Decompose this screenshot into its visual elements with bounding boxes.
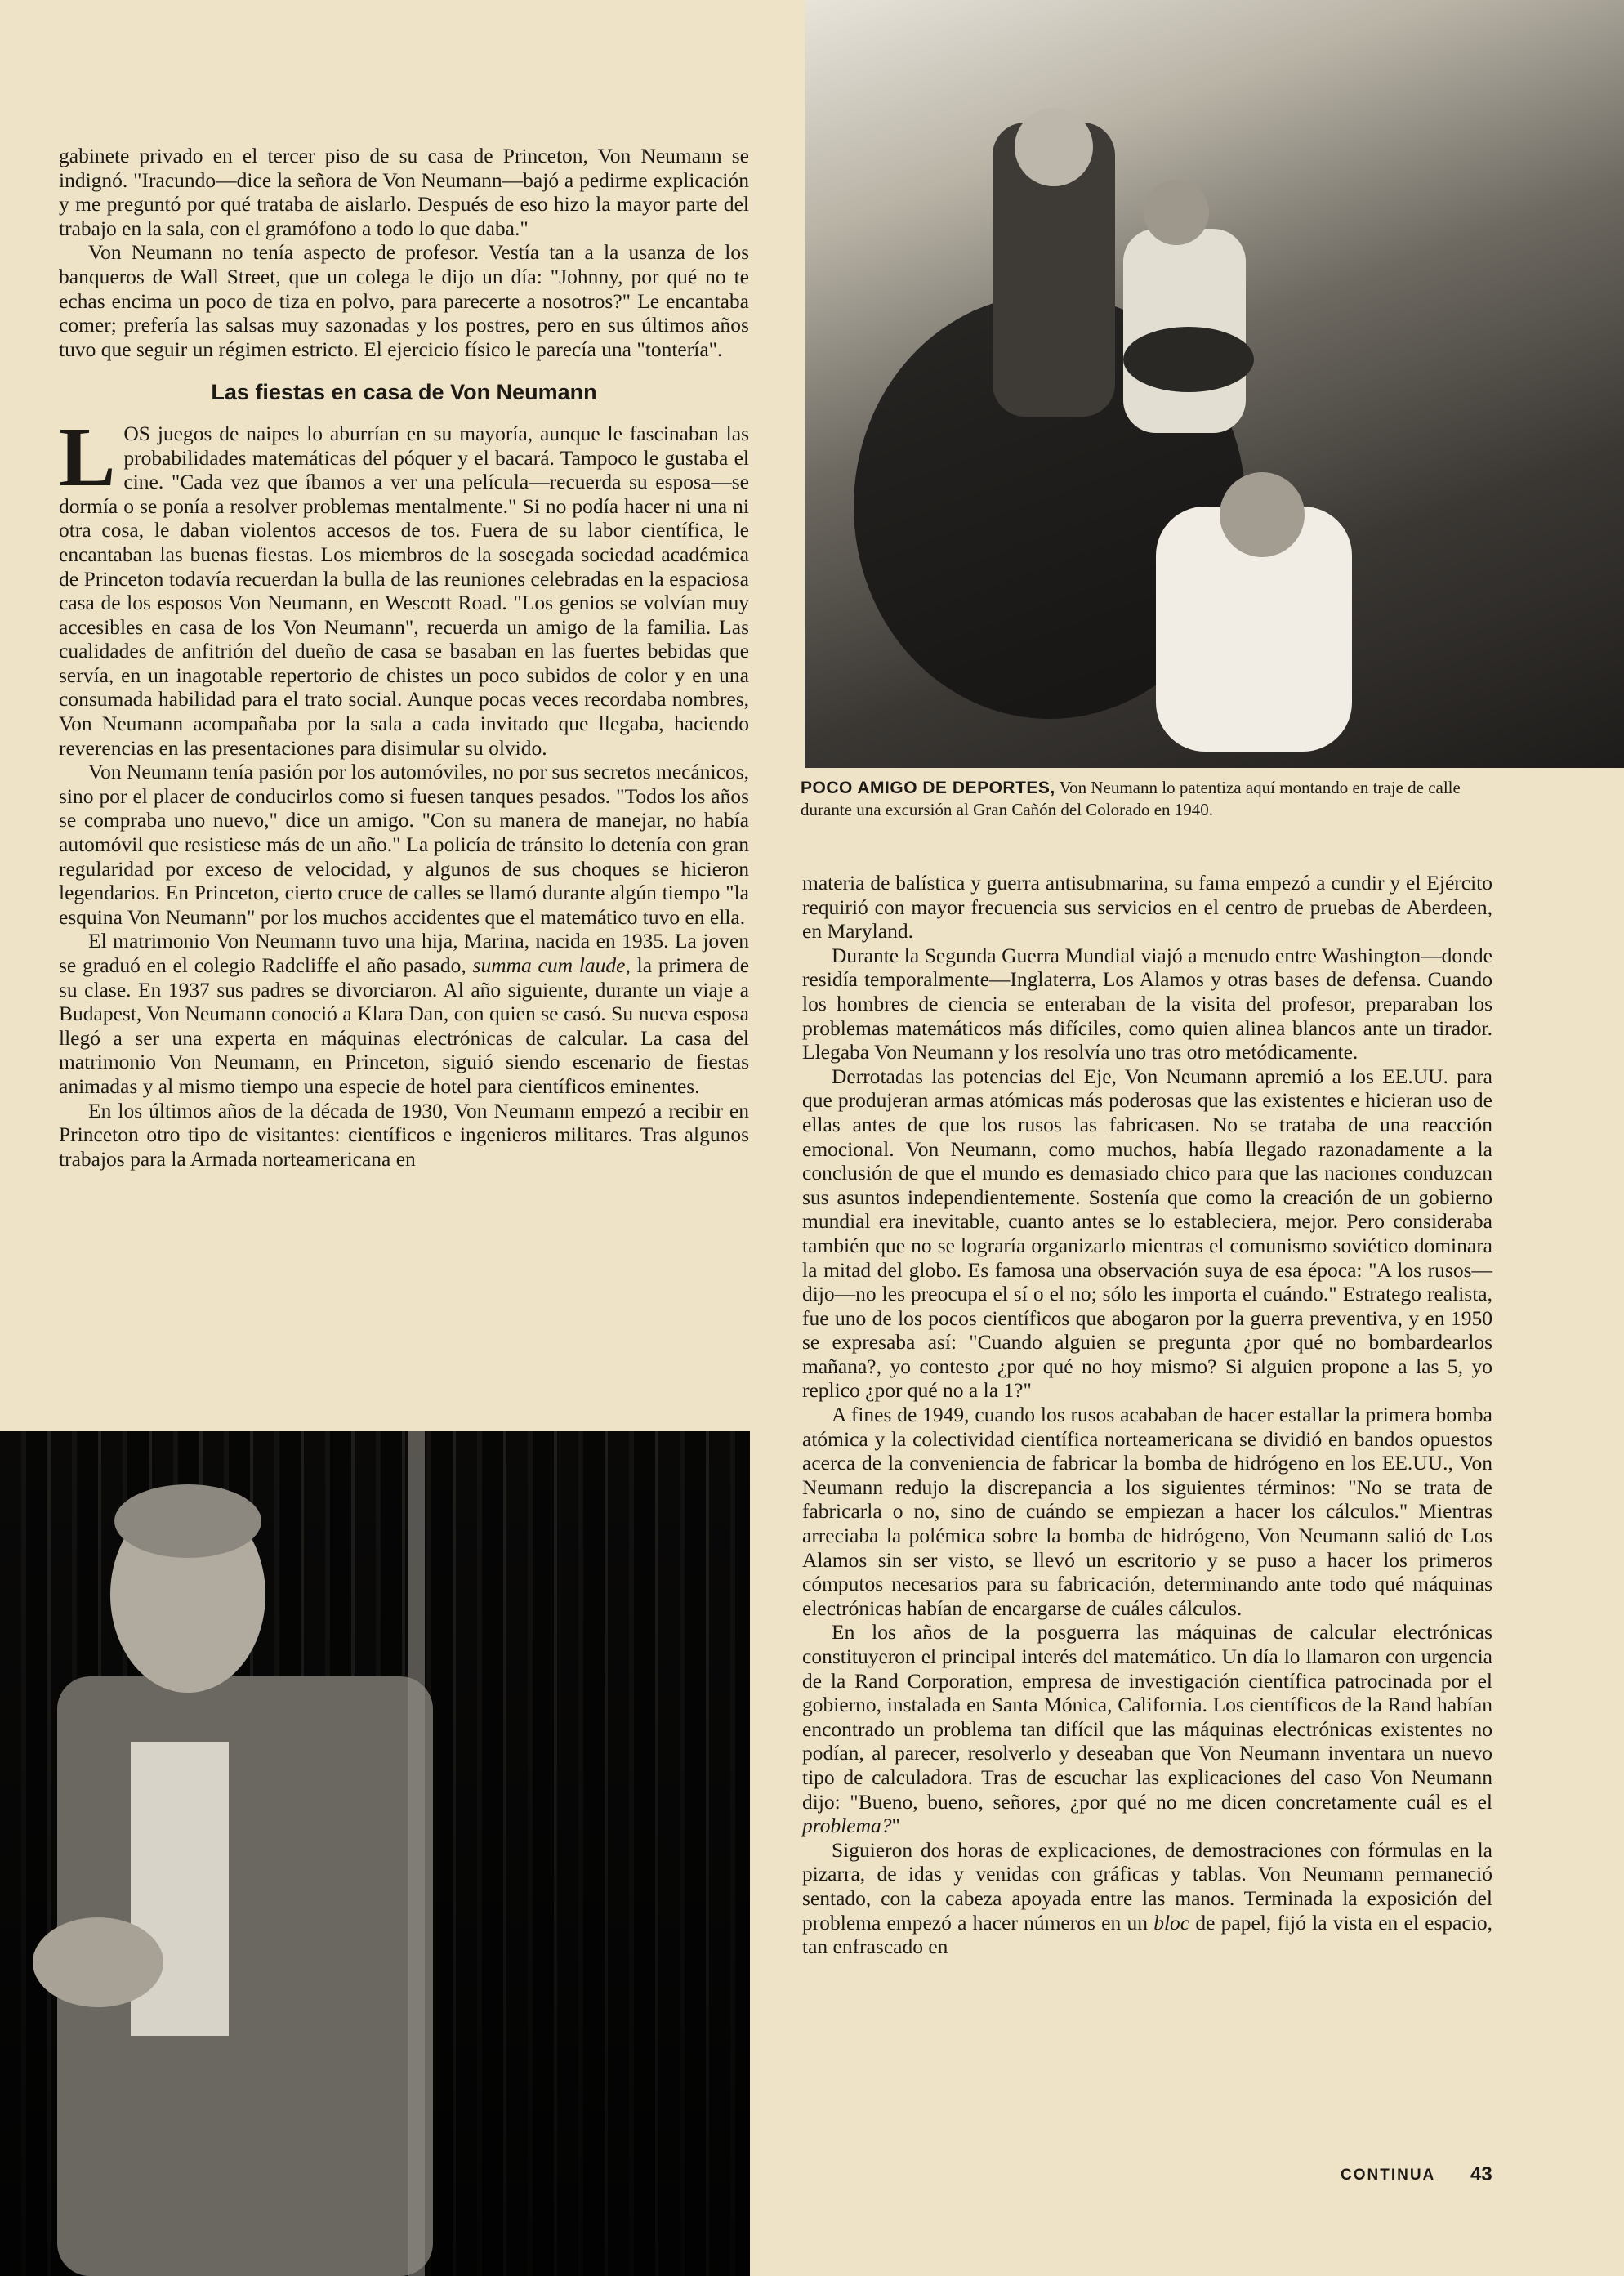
paragraph: En los últimos años de la década de 1930, Von Neumann empezó a recibir en Princeton otro tipo de visitantes: científicos e ingenieros militares. Tras algunos trabajos para la Armada norteamericana en bbox=[59, 1098, 749, 1171]
paragraph: Durante la Segunda Guerra Mundial viajó a menudo entre Washington—donde residía temporalmente—Inglaterra, Los Alamos y otras bases de defensa. Cuando los hombres de ciencia se enteraban de la visita del profesor, preparaban los problemas matemáticos más difíciles, como quien alinea blancos ante un tirador. Llegaba Von Neumann y los resolvía uno tras otro metódicamente. bbox=[802, 943, 1492, 1064]
photo-caption bbox=[801, 777, 1495, 821]
paragraph-text: El matrimonio Von Neumann tuvo una hija, Marina, nacida en 1935. La joven se graduó en el colegio Radcliffe el año pasado, bbox=[59, 929, 749, 977]
photo-illustration bbox=[805, 0, 1624, 768]
paragraph: Von Neumann no tenía aspecto de profesor. Vestía tan a la usanza de los banqueros de Wall Street, que un colega le dijo un día: "Johnny, por qué no te echas encima un poco de tiza en polvo, para parecerte a nosotros?" Le encantaba comer; prefería las salsas muy sazonadas y los postres, pero en sus últimos años tuvo que seguir un régimen estricto. El ejercicio físico le parecía una "tontería". bbox=[59, 240, 749, 361]
caption-text: Von Neumann lo patentiza aquí montando en traje de calle durante una excursión al Gran Cañón del Colorado en 1940. bbox=[801, 778, 1461, 819]
paragraph bbox=[802, 1838, 1492, 1959]
paragraph: Von Neumann tenía pasión por los automóviles, no por sus secretos mecánicos, sino por el placer de conducirlos como si fuesen tanques pesados. "Todos los años se compraba uno nuevo," dice un amigo. "Con su manera de manejar, no había automóvil que resistiese más de un año." La policía de tránsito lo detenía con gran regularidad por exceso de velocidad, y algunos de sus choques se hicieron legendarios. En Princeton, cierto cruce de calles se llamó durante algún tiempo "la esquina Von Neumann" por los muchos accidentes que el matemático tuvo en ella. bbox=[59, 760, 750, 929]
paragraph: A fines de 1949, cuando los rusos acababan de hacer estallar la primera bomba atómica y la colectividad científica norteamericana se dividió en bandos opuestos acerca de la conveniencia de fabricar la bomba de hidrógeno en los EE.UU., Von Neumann redujo la discrepancia a los siguientes términos: "No se trata de fabricarla o no, sino de cuándo se empiezan a hacer los cálculos." Mientras arreciaba la polémica sobre la bomba de hidrógeno, Von Neumann salió de Los Alamos sin ser visto, se llevó un escritorio y se puso a hacer los primeros cómputos necesarios para su fabricación, determinando ante todo qué máquinas electrónicas habían de encargarse de cuáles cálculos. bbox=[802, 1403, 1492, 1620]
paragraph: gabinete privado en el tercer piso de su casa de Princeton, Von Neumann se indignó. "Iracundo—dice la señora de Von Neumann—bajó a pedirme explicación y me preguntó por qué trataba de aislarlo. Después de eso hizo la mayor parte del trabajo en la sala, con el gramófono a todo lo que daba." bbox=[59, 144, 749, 240]
italic-word: bloc bbox=[1153, 1910, 1190, 1935]
italic-phrase: summa cum laude bbox=[472, 953, 626, 977]
paragraph-text: Siguieron dos horas de explicaciones, de demostraciones con fórmulas en la pizarra, de idas y venidas con gráficas y tablas. Von Neumann permaneció sentado, con la cabeza apoyada entre las manos. Terminada la exposición del problema empezó a hacer números en un bbox=[802, 1837, 1492, 1935]
paragraph bbox=[59, 929, 749, 1098]
page-number: 43 bbox=[1470, 2163, 1492, 2185]
photo-illustration bbox=[0, 1431, 750, 2276]
section-subhead: Las fiestas en casa de Von Neumann bbox=[211, 380, 597, 405]
paragraph bbox=[802, 1620, 1492, 1837]
continue-label: CONTINUA bbox=[1341, 2167, 1436, 2184]
paragraph-text: OS juegos de naipes lo aburrían en su mayoría, aunque le fascinaban las probabilidades matemáticas del póquer y el bacará. Tampoco le gustaba el cine. "Cada vez que íbamos a ver una película—recuerda su esposa—se dormía o se ponía a resolver problemas mentalmente." Si no podía hacer ni una ni otra cosa, le daban violentos accesos de tos. Fuera de su labor científica, le encantaban las buenas fiestas. Los miembros de la sosegada sociedad académica de Princeton todavía recuerdan la bulla de las reuniones celebradas en la espaciosa casa de los esposos Von Neumann, en Wescott Road. "Los genios se volvían muy accesibles en casa de los Von Neumann", recuerda un amigo de la familia. Las cualidades de anfitrión del dueño de casa se basaban en las fuertes bebidas que servía, en un inagotable repertorio de chistes un poco subidos de color y en una consumada habilidad para el trato social. Aunque pocas veces recordaba nombres, Von Neumann acompañaba por la sala a cada invitado que llegaba, haciendo reverencias en las presentaciones para disimular su olvido. bbox=[59, 421, 749, 760]
paragraph-text: " bbox=[891, 1814, 900, 1838]
right-column bbox=[802, 871, 1492, 1959]
paragraph-text: , la primera de su clase. En 1937 sus padres se divorciaron. Al año siguiente, durante un viaje a Budapest, Von Neumann conoció a Klara Dan, con quien se casó. Su nueva esposa llegó a ser una experta en máquinas electrónicas de calcular. La casa del matrimonio Von Neumann, en Princeton, siguió siendo escenario de fiestas animadas y al mismo tiempo una especie de hotel para científicos eminentes. bbox=[59, 953, 750, 1098]
drop-cap: L bbox=[59, 409, 116, 504]
italic-word: problema? bbox=[802, 1814, 892, 1838]
paragraph: Derrotadas las potencias del Eje, Von Neumann apremió a los EE.UU. para que produjeran armas atómicas más poderosas que las existentes e hicieran uso de ellas antes de que los rusos las fabricasen. No se trataba de una reacción emocional. Von Neumann, como muchos, había llegado razonadamente a la conclusión de que el mundo es demasiado chico para que las naciones conduzcan sus asuntos independientemente. Sostenía que como la creación de un gobierno mundial era inevitable, cuanto antes se lo estableciera, mejor. Pero consideraba también que no se lograría organizarlo mientras el comunismo soviético dominara la mitad del globo. Es famosa una observación suya de esa época: "A los rusos—dijo—no les preocupa el sí o el no; sólo les importa el cuándo." Estratego realista, fue uno de los pocos científicos que abogaron por la guerra preventiva, y en 1950 se expresaba así: "Cuando alguien se pregunta ¿por qué no bombardearlos mañana?, yo contesto ¿por qué no hoy mismo? Si alguien propone a las 5, yo replico ¿por qué no a la 1?" bbox=[802, 1064, 1492, 1403]
paragraph-text: En los años de la posguerra las máquinas de calcular electrónicas constituyeron el principal interés del matemático. Un día lo llamaron con urgencia de la Rand Corporation, empresa de investigación científica patrocinada por el gobierno, instalada en Santa Mónica, California. Los científicos de la Rand habían encontrado un problema tan difícil que las máquinas electrónicas existentes no podían, al parecer, resolverlo y deseaban que Von Neumann inventara un nuevo tipo de calculadora. Tras de escuchar las explicaciones del caso Von Neumann dijo: "Bueno, bueno, señores, ¿por qué no me dicen concretamente cuál es el bbox=[802, 1620, 1492, 1814]
photo-scientist-with-computer bbox=[0, 1431, 750, 2276]
left-column bbox=[59, 144, 749, 1171]
photo-grand-canyon-mule-ride bbox=[805, 0, 1624, 768]
caption-lead: POCO AMIGO DE DEPORTES, bbox=[801, 779, 1055, 797]
paragraph-text: de papel, fijó la vista en el espacio, tan enfrascado en bbox=[802, 1910, 1492, 1959]
paragraph-dropcap bbox=[59, 409, 749, 760]
paragraph: materia de balística y guerra antisubmarina, su fama empezó a cundir y el Ejército requirió con mayor frecuencia sus servicios en el centro de pruebas de Aberdeen, en Maryland. bbox=[802, 871, 1492, 944]
